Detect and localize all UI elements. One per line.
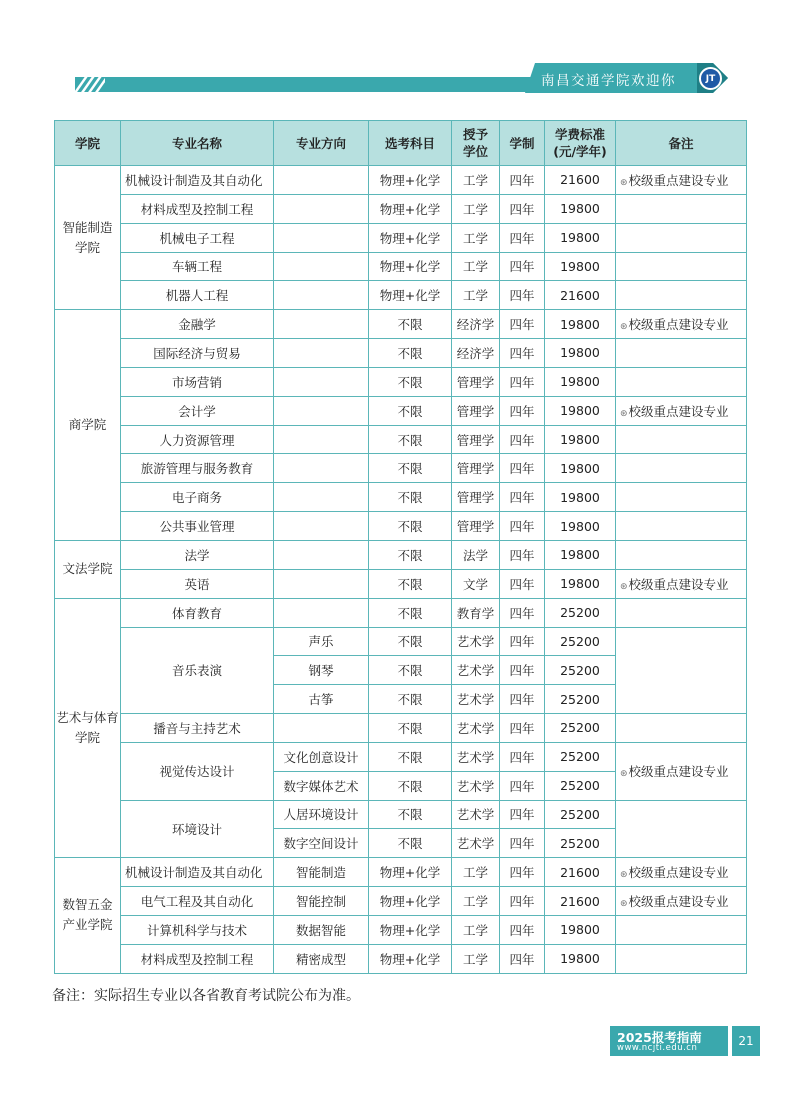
college-cell: 商学院 [55,310,121,541]
subjects-cell: 不限 [369,627,452,656]
degree-cell: 工学 [452,252,500,281]
subjects-cell: 不限 [369,396,452,425]
degree-cell: 经济学 [452,339,500,368]
degree-cell: 工学 [452,858,500,887]
degree-cell: 文学 [452,569,500,598]
direction-cell [274,281,369,310]
years-cell: 四年 [500,598,545,627]
column-header: 学院 [55,121,121,166]
degree-cell: 工学 [452,281,500,310]
key-major-mark-icon: ⊛ [620,408,628,419]
major-name-cell: 机械设计制造及其自动化 [121,166,274,195]
major-name-cell: 材料成型及控制工程 [121,194,274,223]
subjects-cell: 不限 [369,540,452,569]
degree-cell: 工学 [452,223,500,252]
key-major-mark-icon: ⊛ [620,581,628,592]
footer [610,1026,754,1056]
fee-cell: 25200 [545,800,616,829]
degree-cell: 工学 [452,944,500,973]
note-cell [616,367,747,396]
subjects-cell: 不限 [369,742,452,771]
table-row [55,944,747,973]
degree-cell: 法学 [452,540,500,569]
table-row [55,252,747,281]
direction-cell [274,425,369,454]
note-cell [616,339,747,368]
direction-cell: 数据智能 [274,915,369,944]
years-cell: 四年 [500,858,545,887]
major-name-cell: 人力资源管理 [121,425,274,454]
years-cell: 四年 [500,483,545,512]
footer-guide-title: 2025报考指南 [617,1030,702,1045]
years-cell: 四年 [500,339,545,368]
subjects-cell: 不限 [369,483,452,512]
note-cell [616,540,747,569]
table-row [55,858,747,887]
note-text: 校级重点建设专业 [628,172,729,188]
fee-cell: 25200 [545,829,616,858]
subjects-cell: 不限 [369,829,452,858]
direction-cell [274,540,369,569]
major-name-cell: 旅游管理与服务教育 [121,454,274,483]
note-cell [616,569,747,598]
note-cell [616,742,747,800]
subjects-cell: 物理+化学 [369,194,452,223]
major-name-cell: 音乐表演 [121,627,274,714]
fee-cell: 19800 [545,223,616,252]
major-name-cell: 体育教育 [121,598,274,627]
years-cell: 四年 [500,194,545,223]
direction-cell: 人居环境设计 [274,800,369,829]
degree-cell: 艺术学 [452,771,500,800]
column-header: 专业名称 [121,121,274,166]
major-name-cell: 公共事业管理 [121,512,274,541]
table-row [55,714,747,743]
subjects-cell: 不限 [369,454,452,483]
subjects-cell: 不限 [369,656,452,685]
note-cell [616,714,747,743]
key-major-mark-icon: ⊛ [620,177,628,188]
table-row [55,194,747,223]
fee-cell: 25200 [545,656,616,685]
direction-cell: 数字空间设计 [274,829,369,858]
note-text: 校级重点建设专业 [628,764,729,780]
years-cell: 四年 [500,915,545,944]
table-row [55,569,747,598]
table-row [55,310,747,339]
key-major-mark-icon: ⊛ [620,769,628,780]
note-cell [616,512,747,541]
fee-cell: 19800 [545,310,616,339]
major-name-cell: 播音与主持艺术 [121,714,274,743]
table-row [55,223,747,252]
years-cell: 四年 [500,425,545,454]
subjects-cell: 不限 [369,310,452,339]
subjects-cell: 物理+化学 [369,858,452,887]
years-cell: 四年 [500,310,545,339]
fee-cell: 19800 [545,454,616,483]
table-row [55,800,747,829]
major-name-cell: 会计学 [121,396,274,425]
fee-cell: 19800 [545,252,616,281]
direction-cell [274,396,369,425]
degree-cell: 艺术学 [452,627,500,656]
fee-cell: 19800 [545,540,616,569]
direction-cell: 数字媒体艺术 [274,771,369,800]
note-text: 校级重点建设专业 [628,317,729,333]
major-name-cell: 视觉传达设计 [121,742,274,800]
years-cell: 四年 [500,685,545,714]
fee-cell: 19800 [545,915,616,944]
column-header: 学制 [500,121,545,166]
subjects-cell: 不限 [369,339,452,368]
note-cell [616,310,747,339]
subjects-cell: 物理+化学 [369,915,452,944]
direction-cell: 智能制造 [274,858,369,887]
direction-cell [274,166,369,195]
majors-table [54,120,747,974]
fee-cell: 25200 [545,714,616,743]
degree-cell: 艺术学 [452,742,500,771]
note-text: 校级重点建设专业 [628,403,729,419]
subjects-cell: 不限 [369,771,452,800]
years-cell: 四年 [500,829,545,858]
years-cell: 四年 [500,714,545,743]
years-cell: 四年 [500,540,545,569]
fee-cell: 21600 [545,281,616,310]
college-cell: 文法学院 [55,540,121,598]
note-cell [616,425,747,454]
direction-cell [274,223,369,252]
years-cell: 四年 [500,656,545,685]
degree-cell: 教育学 [452,598,500,627]
header-title: 南昌交通学院欢迎你 [541,73,676,89]
direction-cell [274,310,369,339]
degree-cell: 管理学 [452,483,500,512]
fee-cell: 21600 [545,887,616,916]
fee-cell: 25200 [545,598,616,627]
major-name-cell: 机械设计制造及其自动化 [121,858,274,887]
column-header: 专业方向 [274,121,369,166]
subjects-cell: 不限 [369,714,452,743]
years-cell: 四年 [500,944,545,973]
column-header: 授予 学位 [452,121,500,166]
table-row [55,742,747,771]
direction-cell: 精密成型 [274,944,369,973]
degree-cell: 艺术学 [452,829,500,858]
years-cell: 四年 [500,454,545,483]
college-cell: 智能制造 学院 [55,166,121,310]
subjects-cell: 物理+化学 [369,223,452,252]
table-row [55,367,747,396]
degree-cell: 管理学 [452,396,500,425]
degree-cell: 管理学 [452,425,500,454]
page-number: 21 [732,1026,760,1056]
table-row [55,281,747,310]
subjects-cell: 物理+化学 [369,887,452,916]
note-cell [616,915,747,944]
years-cell: 四年 [500,396,545,425]
degree-cell: 工学 [452,915,500,944]
table-row [55,339,747,368]
table-body [55,166,747,974]
fee-cell: 19800 [545,512,616,541]
major-name-cell: 法学 [121,540,274,569]
years-cell: 四年 [500,887,545,916]
fee-cell: 19800 [545,339,616,368]
fee-cell: 19800 [545,425,616,454]
college-cell: 艺术与体育 学院 [55,598,121,858]
degree-cell: 艺术学 [452,800,500,829]
major-name-cell: 国际经济与贸易 [121,339,274,368]
footnote: 备注：实际招生专业以各省教育考试院公布为准。 [52,988,360,1004]
footer-url: www.ncjti.edu.cn [617,1043,698,1053]
column-header: 选考科目 [369,121,452,166]
note-cell [616,166,747,195]
major-name-cell: 电子商务 [121,483,274,512]
degree-cell: 艺术学 [452,656,500,685]
key-major-mark-icon: ⊛ [620,899,628,910]
fee-cell: 19800 [545,944,616,973]
table-row [55,396,747,425]
note-text: 校级重点建设专业 [628,576,729,592]
direction-cell [274,512,369,541]
years-cell: 四年 [500,223,545,252]
header-band [75,77,535,92]
note-cell [616,483,747,512]
note-cell [616,887,747,916]
degree-cell: 管理学 [452,367,500,396]
direction-cell: 声乐 [274,627,369,656]
years-cell: 四年 [500,166,545,195]
years-cell: 四年 [500,252,545,281]
note-cell [616,627,747,714]
table-header-row [55,121,747,166]
years-cell: 四年 [500,367,545,396]
note-cell [616,281,747,310]
fee-cell: 19800 [545,569,616,598]
direction-cell [274,454,369,483]
column-header: 备注 [616,121,747,166]
major-name-cell: 车辆工程 [121,252,274,281]
degree-cell: 艺术学 [452,714,500,743]
major-name-cell: 机器人工程 [121,281,274,310]
fee-cell: 25200 [545,627,616,656]
fee-cell: 21600 [545,858,616,887]
table-row [55,425,747,454]
years-cell: 四年 [500,627,545,656]
major-name-cell: 金融学 [121,310,274,339]
major-name-cell: 机械电子工程 [121,223,274,252]
table-row [55,540,747,569]
subjects-cell: 物理+化学 [369,166,452,195]
direction-cell [274,252,369,281]
key-major-mark-icon: ⊛ [620,870,628,881]
fee-cell: 25200 [545,685,616,714]
subjects-cell: 不限 [369,800,452,829]
degree-cell: 工学 [452,166,500,195]
subjects-cell: 不限 [369,598,452,627]
footer-guide-box [610,1026,728,1056]
direction-cell: 文化创意设计 [274,742,369,771]
note-text: 校级重点建设专业 [628,865,729,881]
note-cell [616,396,747,425]
fee-cell: 21600 [545,166,616,195]
degree-cell: 艺术学 [452,685,500,714]
table-row [55,598,747,627]
table-row [55,887,747,916]
note-cell [616,858,747,887]
degree-cell: 经济学 [452,310,500,339]
major-name-cell: 市场营销 [121,367,274,396]
direction-cell [274,339,369,368]
direction-cell: 智能控制 [274,887,369,916]
subjects-cell: 物理+化学 [369,944,452,973]
key-major-mark-icon: ⊛ [620,322,628,333]
major-name-cell: 材料成型及控制工程 [121,944,274,973]
major-name-cell: 英语 [121,569,274,598]
direction-cell [274,483,369,512]
subjects-cell: 不限 [369,569,452,598]
college-cell: 数智五金 产业学院 [55,858,121,973]
table-row [55,483,747,512]
subjects-cell: 物理+化学 [369,281,452,310]
note-text: 校级重点建设专业 [628,894,729,910]
subjects-cell: 不限 [369,512,452,541]
note-cell [616,454,747,483]
major-name-cell: 环境设计 [121,800,274,858]
degree-cell: 工学 [452,194,500,223]
note-cell [616,944,747,973]
direction-cell: 钢琴 [274,656,369,685]
years-cell: 四年 [500,742,545,771]
years-cell: 四年 [500,771,545,800]
direction-cell [274,569,369,598]
fee-cell: 19800 [545,194,616,223]
fee-cell: 19800 [545,367,616,396]
table-row [55,166,747,195]
subjects-cell: 不限 [369,425,452,454]
years-cell: 四年 [500,800,545,829]
fee-cell: 19800 [545,483,616,512]
school-logo-icon: JT [699,67,722,90]
subjects-cell: 不限 [369,685,452,714]
note-cell [616,252,747,281]
note-cell [616,194,747,223]
direction-cell [274,714,369,743]
direction-cell [274,194,369,223]
degree-cell: 管理学 [452,454,500,483]
subjects-cell: 不限 [369,367,452,396]
direction-cell [274,367,369,396]
fee-cell: 25200 [545,771,616,800]
fee-cell: 25200 [545,742,616,771]
direction-cell: 古筝 [274,685,369,714]
major-name-cell: 计算机科学与技术 [121,915,274,944]
column-header: 学费标准 (元/学年) [545,121,616,166]
subjects-cell: 物理+化学 [369,252,452,281]
years-cell: 四年 [500,281,545,310]
table-row [55,915,747,944]
note-cell [616,223,747,252]
note-cell [616,800,747,858]
degree-cell: 工学 [452,887,500,916]
major-name-cell: 电气工程及其自动化 [121,887,274,916]
direction-cell [274,598,369,627]
years-cell: 四年 [500,569,545,598]
note-cell [616,598,747,627]
table-row [55,627,747,656]
table-row [55,454,747,483]
years-cell: 四年 [500,512,545,541]
fee-cell: 19800 [545,396,616,425]
header-stripes [75,77,105,92]
table-row [55,512,747,541]
degree-cell: 管理学 [452,512,500,541]
